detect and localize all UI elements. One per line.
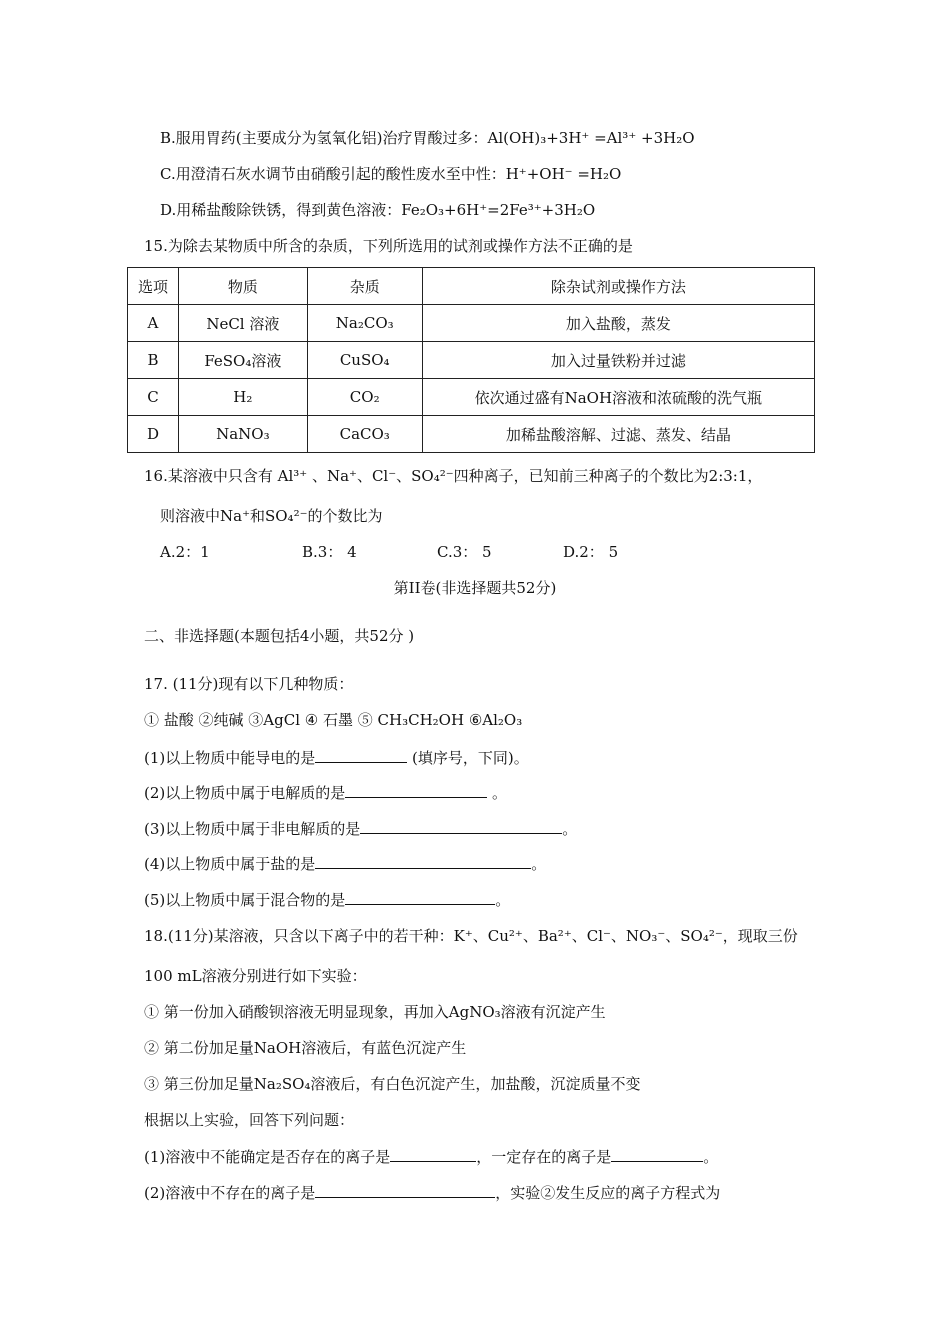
answer-blank[interactable] <box>611 1146 703 1162</box>
q16-option-c: C.3： 5 <box>437 543 492 561</box>
answer-blank[interactable] <box>390 1146 476 1162</box>
q16-option-b: B.3： 4 <box>302 543 357 561</box>
q14-option-b: B.服用胃药(主要成分为氢氧化铝)治疗胃酸过多：Al(OH)₃+3H⁺ =Al³⁺ +3H₂O <box>160 129 695 147</box>
table-cell: 加入盐酸，蒸发 <box>422 305 814 342</box>
table-row <box>128 305 815 342</box>
question-text: (填序号，下同)。 <box>407 749 529 767</box>
question-text: (3)以上物质中属于非电解质的是 <box>144 820 361 838</box>
table-header: 选项 <box>128 268 179 305</box>
q17-stem: 17. (11分)现有以下几种物质： <box>144 675 354 693</box>
table-cell: C <box>128 379 179 416</box>
answer-blank[interactable] <box>345 782 487 798</box>
q17-substances: ① 盐酸 ②纯碱 ③AgCl ④ 石墨 ⑤ CH₃CH₂OH ⑥Al₂O₃ <box>144 711 523 729</box>
table-cell: FeSO₄溶液 <box>178 342 307 379</box>
question-text: (2)溶液中不存在的离子是 <box>144 1184 316 1202</box>
q16-option-d: D.2： 5 <box>563 543 619 561</box>
q18-part-1 <box>144 1146 718 1167</box>
q15-table <box>127 267 815 453</box>
q17-part-1 <box>144 747 529 768</box>
question-text: 。 <box>495 891 511 909</box>
q16-line1: 16.某溶液中只含有 Al³⁺ 、Na⁺、Cl⁻、SO₄²⁻四种离子，已知前三种离子的个数比为2:3:1， <box>144 467 763 485</box>
q14-option-d: D.用稀盐酸除铁锈，得到黄色溶液：Fe₂O₃+6H⁺=2Fe³⁺+3H₂O <box>160 201 596 219</box>
question-text: ，实验②发生反应的离子方程式为 <box>495 1184 721 1202</box>
question-text: (1)以上物质中能导电的是 <box>144 749 316 767</box>
section-heading: 二、非选择题(本题包括4小题，共52分 ) <box>144 627 415 645</box>
question-text: (2)以上物质中属于电解质的是 <box>144 784 346 802</box>
q17-part-4 <box>144 853 546 874</box>
table-cell: CaCO₃ <box>307 416 422 453</box>
answer-blank[interactable] <box>360 818 562 834</box>
q16-line2: 则溶液中Na⁺和SO₄²⁻的个数比为 <box>160 507 383 525</box>
q18-line1: 18.(11分)某溶液，只含以下离子中的若干种：K⁺、Cu²⁺、Ba²⁺、Cl⁻、NO₃⁻、SO₄²⁻，现取三份 <box>144 927 798 945</box>
table-header: 杂质 <box>307 268 422 305</box>
table-cell: 依次通过盛有NaOH溶液和浓硫酸的洗气瓶 <box>422 379 814 416</box>
table-cell: D <box>128 416 179 453</box>
q14-option-c: C.用澄清石灰水调节由硝酸引起的酸性废水至中性：H⁺+OH⁻ =H₂O <box>160 165 622 183</box>
question-text: 。 <box>562 820 578 838</box>
table-cell: NeCl 溶液 <box>178 305 307 342</box>
q17-part-5 <box>144 889 510 910</box>
table-cell: B <box>128 342 179 379</box>
question-text: (5)以上物质中属于混合物的是 <box>144 891 346 909</box>
volume-title: 第II卷(非选择题共52分) <box>393 579 557 597</box>
q15-stem: 15.为除去某物质中所含的杂质，下列所选用的试剂或操作方法不正确的是 <box>144 237 633 255</box>
table-row <box>128 416 815 453</box>
q18-line2: 100 mL溶液分别进行如下实验： <box>144 967 367 985</box>
q18-experiment-3: ③ 第三份加足量Na₂SO₄溶液后，有白色沉淀产生，加盐酸，沉淀质量不变 <box>144 1075 641 1093</box>
q17-part-3 <box>144 818 577 839</box>
answer-blank[interactable] <box>315 1182 495 1198</box>
question-text: 。 <box>531 855 547 873</box>
table-header-row <box>128 268 815 305</box>
table-row <box>128 379 815 416</box>
table-cell: 加稀盐酸溶解、过滤、蒸发、结晶 <box>422 416 814 453</box>
q18-prompt: 根据以上实验，回答下列问题： <box>144 1111 355 1129</box>
table-header: 除杂试剂或操作方法 <box>422 268 814 305</box>
question-text: (4)以上物质中属于盐的是 <box>144 855 316 873</box>
question-text: 。 <box>703 1148 719 1166</box>
table-cell: 加入过量铁粉并过滤 <box>422 342 814 379</box>
table-cell: A <box>128 305 179 342</box>
q18-experiment-2: ② 第二份加足量NaOH溶液后，有蓝色沉淀产生 <box>144 1039 467 1057</box>
table-cell: H₂ <box>178 379 307 416</box>
table-cell: CO₂ <box>307 379 422 416</box>
table-header: 物质 <box>178 268 307 305</box>
question-text: 。 <box>487 784 508 802</box>
table-row <box>128 342 815 379</box>
table-cell: NaNO₃ <box>178 416 307 453</box>
question-text: ，一定存在的离子是 <box>476 1148 612 1166</box>
q17-part-2 <box>144 782 507 803</box>
answer-blank[interactable] <box>315 747 407 763</box>
q18-part-2 <box>144 1182 720 1203</box>
q18-experiment-1: ① 第一份加入硝酸钡溶液无明显现象，再加入AgNO₃溶液有沉淀产生 <box>144 1003 606 1021</box>
table-cell: Na₂CO₃ <box>307 305 422 342</box>
answer-blank[interactable] <box>345 889 495 905</box>
answer-blank[interactable] <box>315 853 531 869</box>
table-cell: CuSO₄ <box>307 342 422 379</box>
q16-option-a: A.2：1 <box>160 543 210 561</box>
question-text: (1)溶液中不能确定是否存在的离子是 <box>144 1148 391 1166</box>
